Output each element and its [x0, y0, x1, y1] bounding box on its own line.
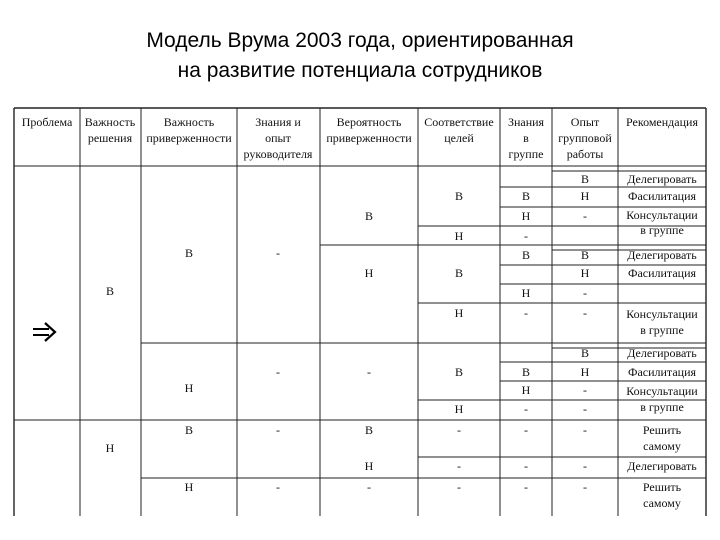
- table-cell: -: [524, 402, 528, 416]
- slide-title-line-1: Модель Врума 2003 года, ориентированная: [146, 29, 574, 52]
- table-cell: В: [521, 248, 531, 262]
- header-recommendation: Рекомендация: [626, 115, 698, 129]
- table-cell: Н: [454, 229, 464, 243]
- header-leader-expertise: руководителя: [243, 147, 313, 161]
- table-cell: В: [454, 266, 464, 280]
- header-leader-expertise: опыт: [265, 131, 291, 145]
- table-cell: В: [184, 423, 194, 437]
- header-team-competence: работы: [566, 147, 604, 161]
- table-grid: [14, 108, 706, 516]
- recommendation-cell: Консультации: [626, 384, 698, 398]
- table-cell: -: [583, 459, 587, 473]
- header-commitment-likelihood: приверженности: [326, 131, 412, 145]
- recommendation-cell: в группе: [640, 400, 684, 414]
- table-cell: -: [583, 286, 587, 300]
- table-cell: В: [521, 365, 531, 379]
- recommendation-cell: в группе: [640, 323, 684, 337]
- table-cell: -: [457, 459, 461, 473]
- table-cell: -: [583, 423, 587, 437]
- table-cell: В: [184, 246, 194, 260]
- table-cell: Н: [580, 266, 590, 280]
- header-commitment-likelihood: Вероятность: [336, 115, 402, 129]
- recommendation-cell: Консультации: [626, 307, 698, 321]
- recommendation-cell: Фасилитация: [627, 266, 697, 280]
- recommendation-cell: Делегировать: [627, 172, 697, 186]
- recommendation-cell: Делегировать: [627, 459, 697, 473]
- table-cell: -: [276, 423, 280, 437]
- table-cell: -: [276, 365, 280, 379]
- table-cell: -: [276, 480, 280, 494]
- table-cell: Н: [364, 459, 374, 473]
- header-decision-importance: решения: [87, 131, 133, 145]
- header-team-competence: Опыт: [570, 115, 600, 129]
- header-leader-expertise: Знания и: [255, 115, 301, 129]
- header-decision-importance: Важность: [84, 115, 136, 129]
- header-problem: Проблема: [21, 115, 73, 129]
- slide-title-line-2: на развитие потенциала сотрудников: [177, 59, 543, 82]
- table-cell: Н: [521, 209, 531, 223]
- table-cell: Н: [184, 480, 194, 494]
- recommendation-cell: самому: [643, 439, 681, 453]
- table-cell: Н: [521, 286, 531, 300]
- table-cell: -: [457, 480, 461, 494]
- recommendation-cell: в группе: [640, 223, 684, 237]
- table-cell: Н: [454, 402, 464, 416]
- table-cell: -: [583, 306, 587, 320]
- header-team-competence: групповой: [558, 131, 612, 145]
- recommendation-cell: Делегировать: [627, 248, 697, 262]
- table-cell: -: [583, 383, 587, 397]
- table-cell: -: [583, 402, 587, 416]
- table-cell: -: [524, 480, 528, 494]
- table-cell: Н: [454, 306, 464, 320]
- table-cell: В: [454, 365, 464, 379]
- table-header: [22, 115, 699, 161]
- header-goal-alignment: целей: [444, 131, 474, 145]
- header-group-expertise: Знания: [507, 115, 545, 129]
- recommendation-cell: Решить: [642, 423, 682, 437]
- header-goal-alignment: Соответствие: [424, 115, 494, 129]
- table-cell: -: [583, 480, 587, 494]
- table-cell: -: [583, 209, 587, 223]
- recommendation-cell: Делегировать: [627, 346, 697, 360]
- table-cell: В: [364, 423, 374, 437]
- table-cell: В: [364, 209, 374, 223]
- table-body: [106, 172, 699, 510]
- recommendation-cell: Решить: [642, 480, 682, 494]
- table-cell: Н: [580, 365, 590, 379]
- table-cell: Н: [521, 383, 531, 397]
- table-cell: -: [457, 423, 461, 437]
- table-cell: В: [580, 172, 590, 186]
- table-cell: В: [454, 189, 464, 203]
- table-cell: Н: [105, 441, 115, 455]
- table-cell: -: [276, 246, 280, 260]
- table-cell: В: [105, 284, 115, 298]
- header-group-expertise: группе: [508, 147, 544, 161]
- table-cell: В: [580, 248, 590, 262]
- table-cell: Н: [184, 381, 194, 395]
- recommendation-cell: Фасилитация: [627, 365, 697, 379]
- table-cell: В: [521, 189, 531, 203]
- table-cell: В: [580, 346, 590, 360]
- table-cell: Н: [364, 266, 374, 280]
- recommendation-cell: Консультации: [626, 208, 698, 222]
- table-cell: -: [524, 459, 528, 473]
- header-commitment-importance: приверженности: [146, 131, 232, 145]
- recommendation-cell: самому: [643, 496, 681, 510]
- table-cell: -: [524, 423, 528, 437]
- table-cell: Н: [580, 189, 590, 203]
- table-cell: -: [367, 365, 371, 379]
- recommendation-cell: Фасилитация: [627, 189, 697, 203]
- table-cell: -: [524, 229, 528, 243]
- table-cell: -: [524, 306, 528, 320]
- header-group-expertise: в: [523, 131, 529, 145]
- table-cell: -: [367, 480, 371, 494]
- header-commitment-importance: Важность: [163, 115, 215, 129]
